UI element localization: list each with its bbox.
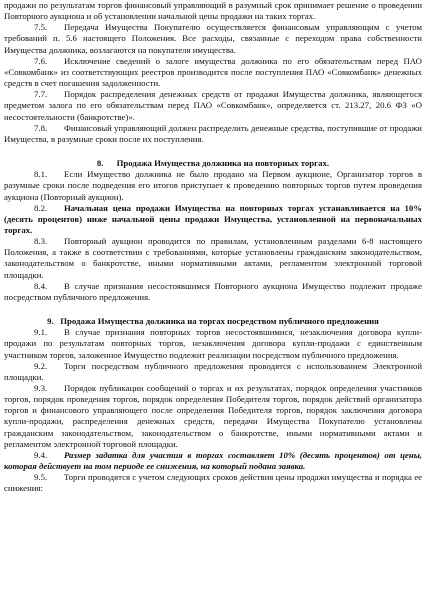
clause-text: Торги проводятся с учетом следующих сроков действия цены продажи имущества и порядка ее снижения:: [4, 472, 422, 494]
clause-number: 7.8.: [34, 122, 48, 133]
clause-number: 7.7.: [34, 89, 48, 100]
clause-text: Если Имущество должника не было продано на Первом аукционе, Организатор торгов в разумные сроки после подведения его итогов приступает к проведению повторных торгов путем проведения аукциона (Повторный аукцион).: [4, 169, 422, 202]
paragraph-8-1: [4, 169, 422, 202]
clause-text: Порядок распределения денежных средств от продажи Имущества должника, являющегося предметом залога по его обязательствам перед ПАО «Совкомбанк», определяется ст. 213.27, 20.6 ФЗ «О несостоятельности (банкротстве)».: [4, 89, 422, 122]
section-9-heading: [4, 316, 422, 327]
clause-number: 9.4.: [34, 449, 48, 460]
clause-number: 8.4.: [34, 280, 48, 291]
paragraph-9-2: [4, 361, 422, 383]
paragraph-7-7: [4, 89, 422, 122]
clause-text: Порядок публикации сообщений о торгах и их результатах, порядок определения участников торгов, порядок проведения торгов, порядок определения Победителя торгов, порядок действий организатора торгов и финансового управляющего после определения Победителя торгов, порядок заключения договора купли-продажи, распределения денежных средств, передачи Имущества Покупателю установлены гражданским законодательством, законодательством о банкротстве, иными нормативными актами и регламентом электронной торговой площадки.: [4, 383, 422, 449]
clause-text: Торги посредством публичного предложения проводятся с использованием Электронной площадки.: [4, 360, 422, 382]
clause-number: 8.3.: [34, 236, 48, 247]
paragraph-9-5: [4, 472, 422, 494]
paragraph-7-5: [4, 22, 422, 55]
paragraph-7-6: [4, 56, 422, 89]
clause-number: 9.3.: [34, 383, 48, 393]
clause-number: 8.1.: [34, 169, 48, 180]
paragraph-8-2: [4, 203, 422, 236]
paragraph-9-1: [4, 327, 422, 360]
paragraph-9-3: [4, 383, 422, 450]
clause-text: В случае признания несостоявшимся Повторного аукциона Имущество подлежит продаже посредством публичного предложения.: [4, 280, 422, 302]
clause-text: В случае признания повторных торгов несостоявшимися, незаключения договора купли-продажи по результатам повторных торгов, незаключения договора купли-продажи с единственным участником торгов, заложенное Имущество подлежит реализации посредством публичного предложения.: [4, 327, 422, 360]
clause-number: 9.1.: [34, 327, 48, 338]
heading-number: 9.: [47, 316, 54, 327]
paragraph-8-3: [4, 236, 422, 281]
clause-number: 8.2.: [34, 202, 48, 213]
clause-text: Повторный аукцион проводится по правилам, установленным разделами 6-8 настоящего Положения, а также в соответствии с требованиями, которые установлены гражданским законодательством, законодательством о банкротстве, иными нормативными актами, регламентом электронной торговой площадки.: [4, 236, 422, 280]
heading-text: Продажа Имущества должника на повторных торгах.: [116, 158, 330, 169]
section-8-heading: [4, 158, 422, 169]
paragraph-8-4: [4, 281, 422, 303]
spacer: [4, 303, 422, 316]
clause-text-bold-italic: Размер задатка для участия в торгах составляет 10% (десять процентов) от цены, которая действует на том периоде ее снижения, на который подана заявка.: [4, 449, 422, 472]
spacer: [4, 145, 422, 158]
clause-number: 9.2.: [34, 360, 48, 371]
clause-number: 7.6.: [34, 55, 48, 66]
paragraph-7-4-tail: продажи по результатам торгов финансовый управляющий в разумный срок принимает решение о проведении Повторного аукциона и об установлении начальной цены продажи на таких торгах.: [4, 0, 422, 22]
heading-number: 8.: [96, 158, 104, 169]
clause-text-bold: Начальная цена продажи Имущества на повторных торгах устанавливается на 10% (десять процентов) ниже начальной цены продажи Имущества, установленной на первоначальных торгах.: [4, 202, 422, 235]
clause-text: Исключение сведений о залоге имущества должника по его обязательствам перед ПАО «Совкомбанк» из соответствующих реестров производится после поступления ПАО «Совкомбанк» денежных средств в счет погашения задолженности.: [4, 55, 422, 89]
paragraph-7-8: [4, 123, 422, 145]
paragraph-9-4: [4, 450, 422, 472]
heading-text: Продажа Имущества должника на торгах посредством публичного предложения: [60, 316, 379, 327]
clause-text: Передача Имущества Покупателю осуществляется финансовым управляющим с учетом требований п. 5.6 настоящего Положения. Все расходы, связанные с переходом права собственности Имущества должника, возлагаются на покупателя имущества.: [4, 22, 422, 55]
clause-text: Финансовый управляющий должен распределить денежные средства, поступившие от продажи Имущества, в разумные сроки после их поступления.: [4, 122, 422, 144]
clause-number: 7.5.: [34, 22, 48, 33]
clause-number: 9.5.: [34, 472, 48, 483]
